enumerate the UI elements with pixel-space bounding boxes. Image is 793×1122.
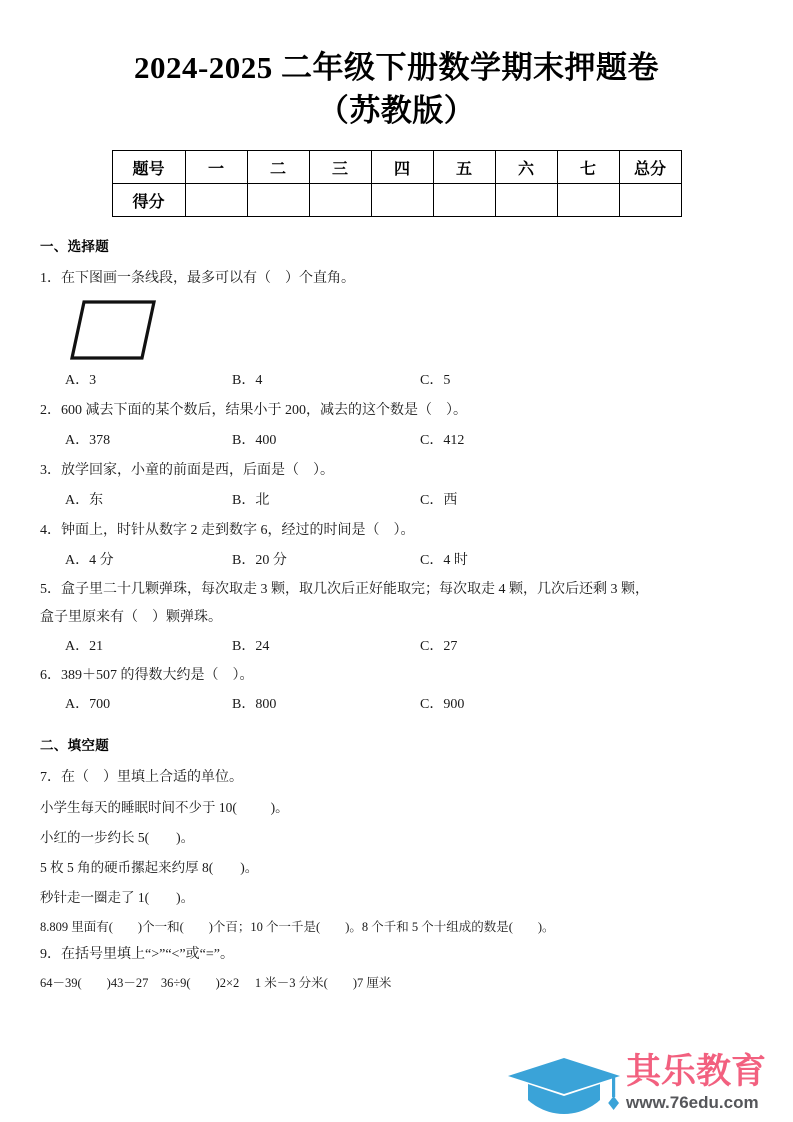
question-6-options bbox=[40, 690, 753, 720]
question-1-options bbox=[40, 366, 753, 396]
question-7-sub-2[interactable]: 小红的一步约长 5( )。 bbox=[40, 830, 195, 845]
title-line-2: （苏教版） bbox=[317, 93, 476, 128]
score-cell-7[interactable] bbox=[557, 184, 619, 217]
option-b[interactable]: B．400 bbox=[232, 433, 277, 448]
option-b[interactable]: B．北 bbox=[232, 493, 270, 508]
question-7-sub-1[interactable]: 小学生每天的睡眠时间不少于 10( )。 bbox=[40, 800, 289, 815]
question-7-sub-4[interactable]: 秒针走一圈走了 1( )。 bbox=[40, 890, 195, 905]
question-6-text: 6．389＋507 的得数大约是（ ）。 bbox=[40, 668, 254, 683]
score-cell-1[interactable] bbox=[185, 184, 247, 217]
option-c[interactable]: C．4 时 bbox=[420, 553, 468, 568]
question-2-text: 2．600 减去下面的某个数后，结果小于 200，减去的这个数是（ ）。 bbox=[40, 403, 467, 418]
score-cell-2[interactable] bbox=[247, 184, 309, 217]
question-2-options bbox=[40, 426, 753, 456]
option-b[interactable]: B．4 bbox=[232, 373, 263, 388]
option-c[interactable]: C．900 bbox=[420, 697, 465, 712]
question-4-text: 4．钟面上，时针从数字 2 走到数字 6，经过的时间是（ ）。 bbox=[40, 523, 415, 538]
score-table-header-7: 七 bbox=[557, 151, 619, 184]
question-9-sub-1[interactable]: 64－39( )43－27 36÷9( )2×2 1 米－3 分米( )7 厘米 bbox=[40, 976, 392, 990]
option-a[interactable]: A．4 分 bbox=[65, 553, 114, 568]
score-table-header-1: 一 bbox=[185, 151, 247, 184]
question-3-options bbox=[40, 486, 753, 516]
question-3-text: 3．放学回家，小童的前面是西，后面是（ ）。 bbox=[40, 463, 334, 478]
section-heading-fill-blank: 二、填空题 bbox=[40, 738, 109, 753]
question-4-options bbox=[40, 546, 753, 576]
watermark-logo bbox=[502, 1052, 793, 1122]
question-8-text[interactable]: 8.809 里面有( )个一和( )个百；10 个一千是( )。8 个千和 5 个十组成的数是( )。 bbox=[40, 920, 555, 934]
question-9-text: 9．在括号里填上“>”“<”或“=”。 bbox=[40, 947, 234, 962]
option-a[interactable]: A．21 bbox=[65, 639, 104, 654]
option-c[interactable]: C．412 bbox=[420, 433, 465, 448]
title-line-1: 2024-2025 二年级下册数学期末押题卷 bbox=[133, 50, 660, 85]
option-b[interactable]: B．24 bbox=[232, 639, 270, 654]
question-5-text-line-2: 盒子里原来有（ ）颗弹珠。 bbox=[40, 610, 222, 625]
score-table-row-label-2: 得分 bbox=[112, 184, 185, 217]
exam-content bbox=[40, 217, 753, 997]
option-c[interactable]: C．27 bbox=[420, 639, 458, 654]
score-cell-total[interactable] bbox=[619, 184, 681, 217]
option-a[interactable]: A．3 bbox=[65, 373, 97, 388]
score-table-header-3: 三 bbox=[309, 151, 371, 184]
score-table-header-total: 总分 bbox=[619, 151, 681, 184]
option-a[interactable]: A．700 bbox=[65, 697, 111, 712]
score-table-header-5: 五 bbox=[433, 151, 495, 184]
question-1-text: 1．在下图画一条线段，最多可以有（ ）个直角。 bbox=[40, 271, 355, 286]
watermark-text bbox=[626, 1052, 793, 1114]
score-table-row-label-1: 题号 bbox=[112, 151, 185, 184]
option-a[interactable]: A．378 bbox=[65, 433, 111, 448]
table-row-headers bbox=[112, 151, 681, 184]
score-cell-3[interactable] bbox=[309, 184, 371, 217]
score-table-header-2: 二 bbox=[247, 151, 309, 184]
question-7-sub-3[interactable]: 5 枚 5 角的硬币摞起来约厚 8( )。 bbox=[40, 860, 259, 875]
score-cell-4[interactable] bbox=[371, 184, 433, 217]
parallelogram-icon bbox=[54, 298, 164, 364]
score-table-wrapper bbox=[0, 150, 793, 217]
question-7-text: 7．在（ ）里填上合适的单位。 bbox=[40, 770, 243, 785]
score-table bbox=[112, 150, 682, 217]
score-cell-5[interactable] bbox=[433, 184, 495, 217]
watermark-brand-cn: 其乐教育 bbox=[626, 1052, 767, 1091]
graduation-cap-icon bbox=[506, 1054, 624, 1118]
score-table-header-6: 六 bbox=[495, 151, 557, 184]
option-a[interactable]: A．东 bbox=[65, 493, 104, 508]
table-row-scores bbox=[112, 184, 681, 217]
question-5-text-line-1: 5．盒子里二十几颗弹珠，每次取走 3 颗，取几次后正好能取完；每次取走 4 颗，几次后还剩 3 颗， bbox=[40, 582, 649, 597]
option-b[interactable]: B．800 bbox=[232, 697, 277, 712]
page-title bbox=[0, 0, 793, 132]
question-5-options bbox=[40, 632, 753, 662]
score-table-header-4: 四 bbox=[371, 151, 433, 184]
option-b[interactable]: B．20 分 bbox=[232, 553, 287, 568]
question-1-figure bbox=[40, 294, 753, 366]
score-cell-6[interactable] bbox=[495, 184, 557, 217]
option-c[interactable]: C．西 bbox=[420, 493, 458, 508]
watermark-url: www.76edu.com bbox=[626, 1093, 759, 1112]
option-c[interactable]: C．5 bbox=[420, 373, 451, 388]
section-heading-choice: 一、选择题 bbox=[40, 239, 109, 254]
